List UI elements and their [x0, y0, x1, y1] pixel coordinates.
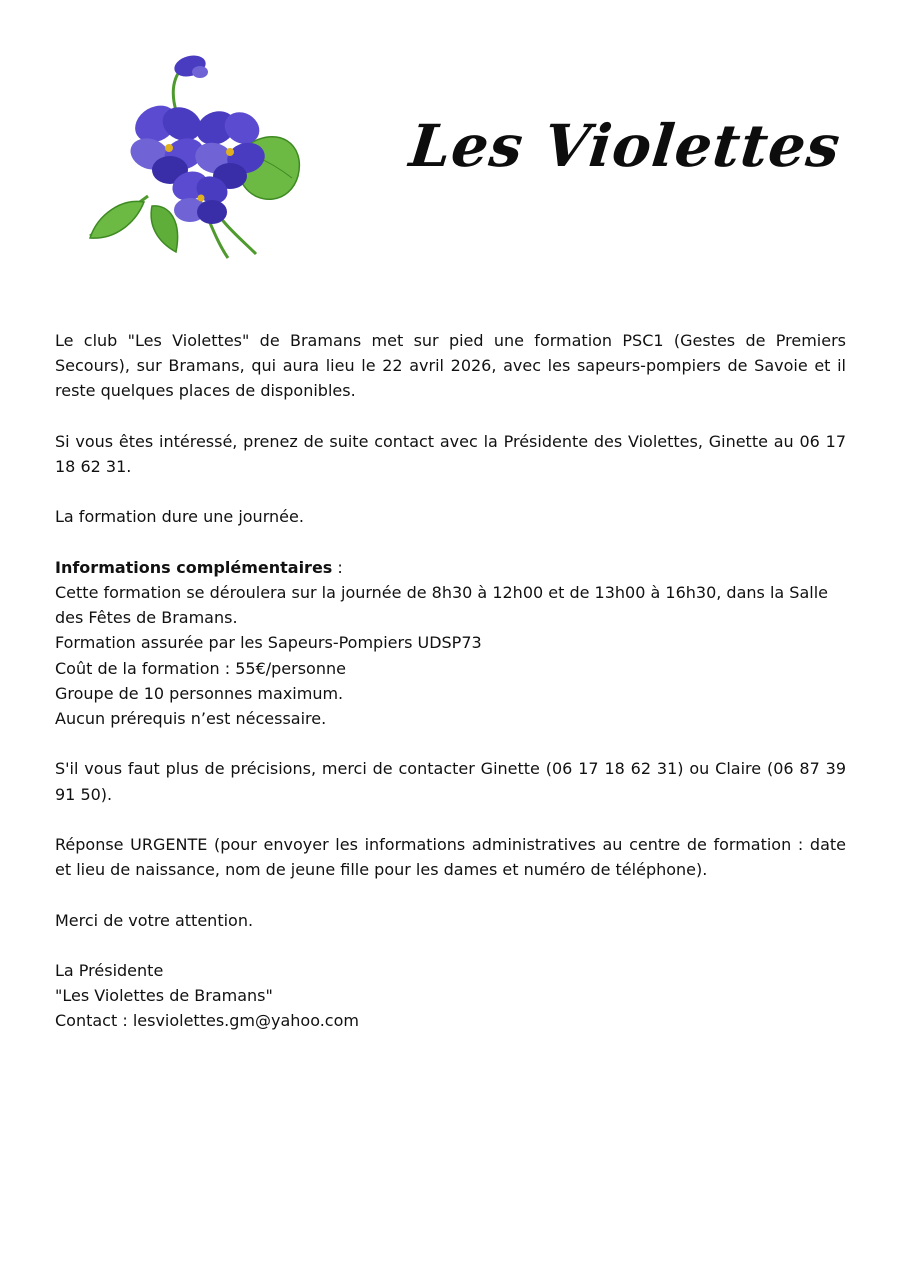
signature-block: [55, 958, 846, 1034]
info-heading-suffix: :: [332, 557, 343, 577]
info-heading: Informations complémentaires: [55, 557, 333, 577]
urgent-paragraph: Réponse URGENTE (pour envoyer les informations administratives au centre de formation : date et lieu de naissance, nom de jeune fille pour les dames et numéro de téléphone).: [55, 834, 846, 880]
leaf-bottom: [151, 206, 177, 252]
signature-club: "Les Violettes de Bramans": [55, 986, 273, 1006]
violets-illustration: [78, 46, 318, 276]
letter-body: [55, 328, 846, 1059]
signature-role: La Présidente: [55, 960, 164, 980]
leaf-left: [90, 201, 144, 238]
info-provider: Formation assurée par les Sapeurs-Pompiers UDSP73: [55, 633, 482, 653]
thanks-paragraph: Merci de votre attention.: [55, 910, 254, 930]
signature-contact: Contact : lesviolettes.gm@yahoo.com: [55, 1011, 359, 1031]
contact-paragraph: Si vous êtes intéressé, prenez de suite contact avec la Présidente des Violettes, Ginette au 06 17 18 62 31.: [55, 431, 846, 476]
info-heading-line: [55, 555, 846, 580]
page-title: Les Violettes: [406, 112, 844, 180]
info-group: Groupe de 10 personnes maximum.: [55, 683, 344, 703]
more-info-paragraph: S'il vous faut plus de précisions, merci de contacter Ginette (06 17 18 62 31) ou Claire (06 87 39 91 50).: [55, 759, 846, 804]
info-cost: Coût de la formation : 55€/personne: [55, 658, 346, 678]
info-schedule: Cette formation se déroulera sur la journée de 8h30 à 12h00 et de 13h00 à 16h30, dans la Salle des Fêtes de Bramans.: [55, 582, 828, 628]
intro-paragraph: Le club "Les Violettes" de Bramans met sur pied une formation PSC1 (Gestes de Premiers Secours), sur Bramans, qui aura lieu le 22 avril 2026, avec les sapeurs-pompiers de Savoie et il reste quelques places de disponibles.: [55, 331, 846, 401]
info-section: [55, 555, 846, 731]
duration-paragraph: La formation dure une journée.: [55, 507, 304, 527]
violet-flower-left: [126, 98, 208, 184]
info-prereq: Aucun prérequis n’est nécessaire.: [55, 709, 327, 728]
